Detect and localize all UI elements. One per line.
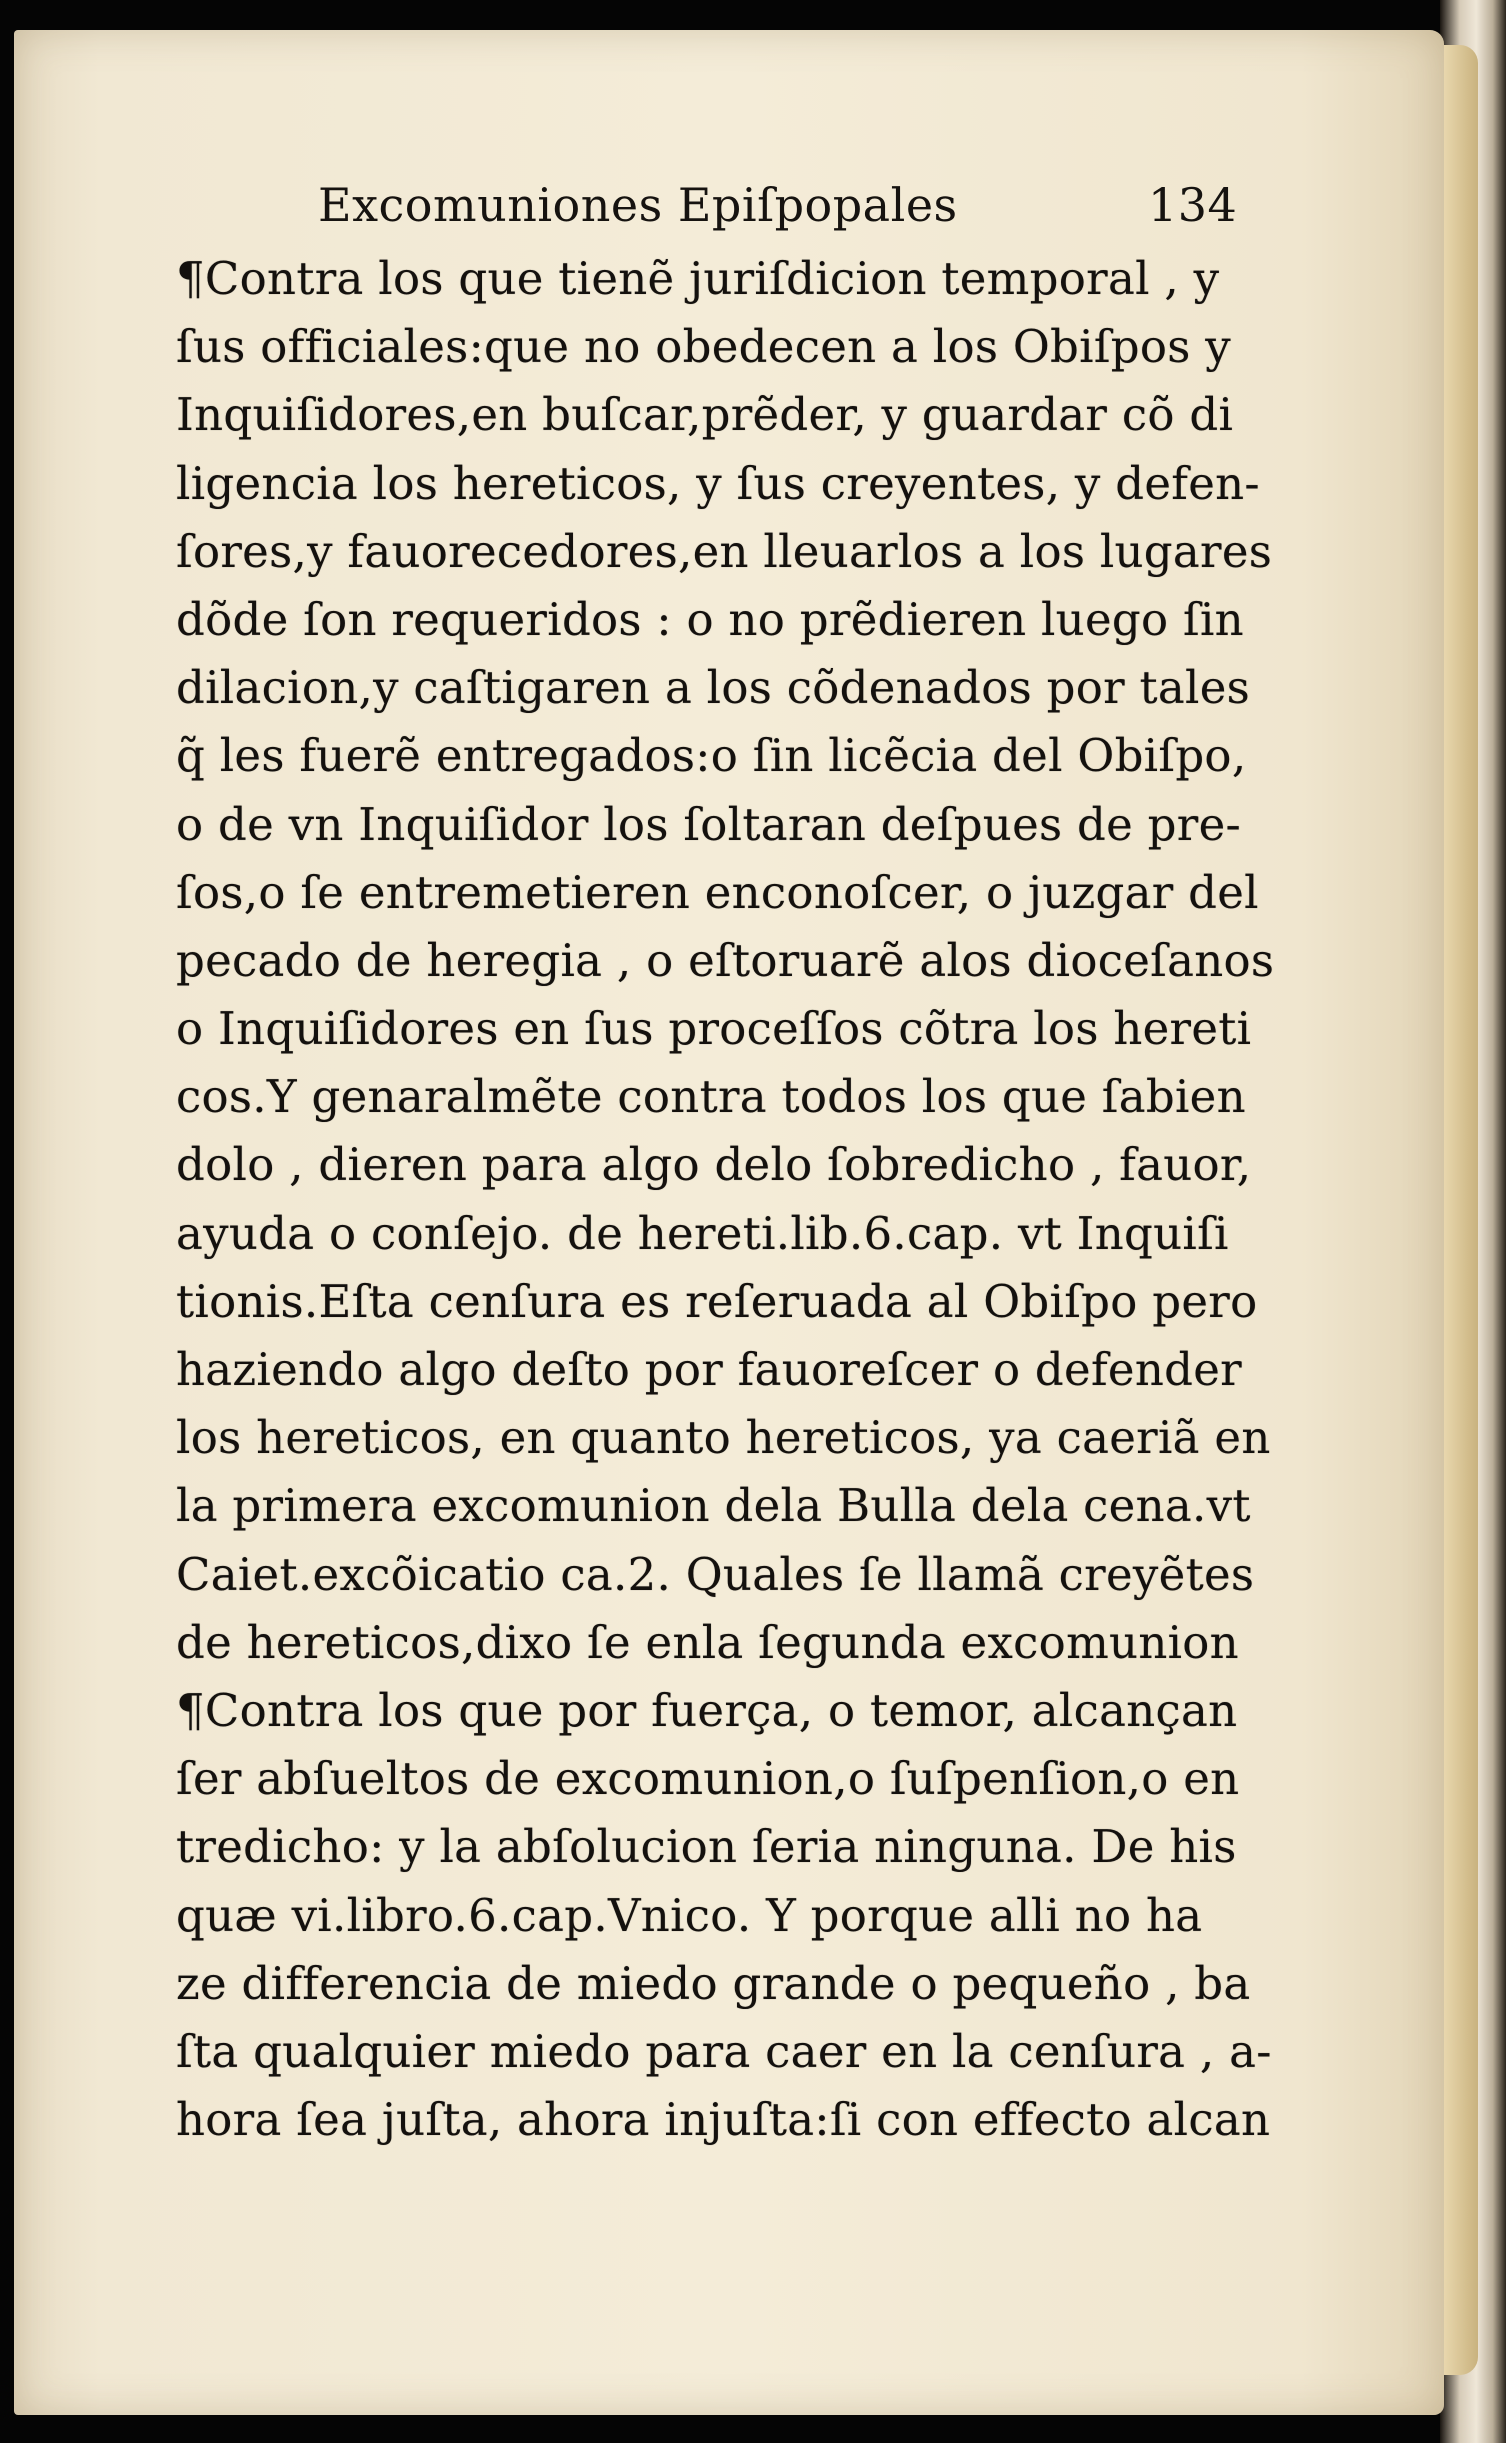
text-line: pecado de heregia , o eſtoruarẽ alos dioceſanos — [176, 933, 1275, 987]
running-header — [318, 178, 1258, 238]
text-line: ze differencia de miedo grande o pequeño , ba — [176, 1956, 1251, 2010]
page-number: 134 — [1148, 178, 1238, 232]
text-line: dilacion,y caſtigaren a los cõdenados por tales — [176, 661, 1251, 715]
text-line: o Inquiſidores en ſus proceſſos cõtra los hereti — [176, 1002, 1252, 1056]
text-line: ſta qualquier miedo para caer en la cenſura , a- — [176, 2024, 1272, 2078]
text-line: ligencia los hereticos, y ſus creyentes, y defen- — [176, 456, 1260, 510]
text-line: cos.Y genaralmẽte contra todos los que ſabien — [176, 1070, 1246, 1124]
text-line: hora ſea juſta, ahora injuſta:ſi con effecto alcan — [176, 2093, 1271, 2147]
text-line: o de vn Inquiſidor los ſoltaran deſpues de pre- — [176, 797, 1242, 851]
text-line: ſos,o ſe entremetieren enconoſcer, o juzgar del — [176, 865, 1259, 919]
text-line: ¶Contra los que por fuerça, o temor, alcançan — [176, 1683, 1238, 1737]
text-line: Caiet.excõicatio ca.2. Quales ſe llamã creyẽtes — [176, 1547, 1255, 1601]
text-line: ſus officiales:que no obedecen a los Obiſpos y — [176, 320, 1231, 374]
text-line: la primera excomunion dela Bulla dela cena.vt — [176, 1479, 1251, 1533]
text-line: dolo , dieren para algo delo ſobredicho , fauor, — [176, 1138, 1252, 1192]
text-line: los hereticos, en quanto hereticos, ya caeriã en — [176, 1411, 1271, 1465]
running-title: Excomuniones Epiſpopales — [318, 178, 958, 232]
text-line: ¶Contra los que tienẽ juriſdicion temporal , y — [176, 252, 1220, 305]
text-line: quæ vi.libro.6.cap.Vnico. Y porque alli no ha — [176, 1888, 1203, 1942]
text-line: de hereticos,dixo ſe enla ſegunda excomunion — [176, 1615, 1239, 1669]
text-line: q̃ les fuerẽ entregados:o ſin licẽcia del Obiſpo, — [176, 729, 1247, 783]
text-line: tionis.Eſta cenſura es reſeruada al Obiſpo pero — [176, 1274, 1258, 1328]
body-text — [176, 245, 1356, 2154]
text-line: tredicho: y la abſolucion ſeria ninguna. De his — [176, 1820, 1237, 1874]
text-line: ſer abſueltos de excomunion,o ſuſpenſion,o en — [176, 1752, 1240, 1806]
text-line: ſores,y fauorecedores,en lleuarlos a los lugares — [176, 524, 1273, 578]
text-line: ayuda o conſejo. de hereti.lib.6.cap. vt Inquiſi — [176, 1206, 1229, 1260]
text-line: haziendo algo deſto por fauoreſcer o defender — [176, 1343, 1242, 1396]
text-line: dõde ſon requeridos : o no prẽdieren luego ſin — [176, 592, 1244, 646]
text-line: Inquiſidores,en buſcar,prẽder, y guardar cõ di — [176, 388, 1234, 442]
